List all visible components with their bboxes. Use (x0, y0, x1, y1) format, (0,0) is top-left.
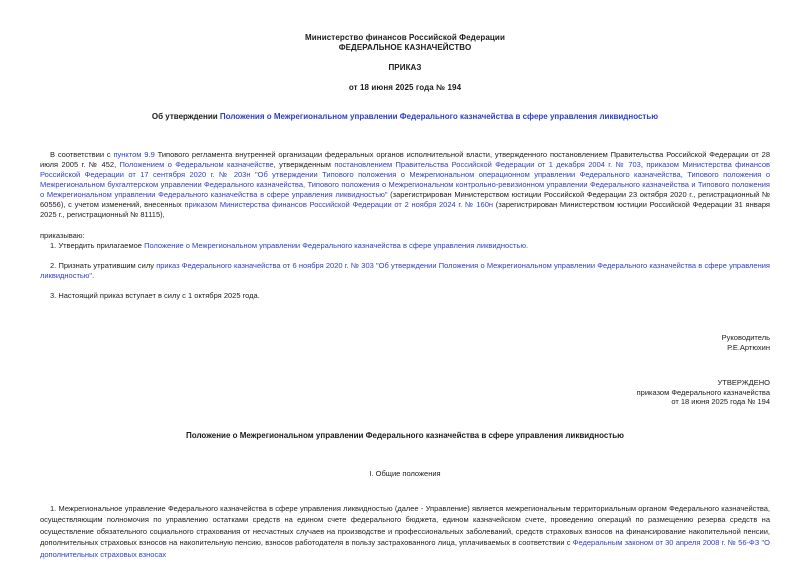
document-link[interactable]: Федеральным законом от 30 апреля 2008 г. № 56-ФЗ "О дополнительных страховых взносах (40, 538, 770, 559)
order-item-3 (40, 291, 770, 301)
signer-name: Р.Е.Артюхин (727, 343, 770, 352)
text-run: (зарегистрирован Министерством юстиции Российской Федерации 23 октября 2020 г., регистрационный № 60556), с учетом изменений, внесенных (40, 190, 770, 209)
document-type: ПРИКАЗ (388, 63, 422, 72)
order-word: приказываю: (40, 231, 85, 240)
document-link[interactable]: приказом Министерства финансов Российской Федерации от 17 сентября 2020 г. № 203н "Об утверждении Типового положения о Межрегиональном операционном управлении Федерального казначейства, Типового положения о Межрегиональном бухгалтерском управлении Федерального казначейства, Типового положения о Межрегиональном контрольно-ревизионном управлении Федерального казначейства и Типового положения о Межрегиональном управлении Федерального казначейства в сфере управления ликвидностью" (40, 160, 770, 199)
text-run: (зарегистрирован Министерством юстиции Российской Федерации 31 января 2025 г., регистрационный № 81115), (40, 200, 770, 219)
document-link[interactable]: пунктом 9.9 (113, 150, 155, 159)
approval-by: приказом Федерального казначейства (636, 387, 770, 397)
document-link[interactable]: Положением о Федеральном казначействе (119, 160, 274, 169)
document-link[interactable]: постановлением Правительства Российской Федерации от 1 декабря 2004 г. № 703 (334, 160, 641, 169)
text-run: 1. Утвердить прилагаемое (50, 241, 145, 250)
regulation-paragraph-1 (40, 503, 770, 561)
text-run: 3. Настоящий приказ вступает в силу с 1 октября 2025 года. (50, 291, 260, 300)
document-link[interactable]: Положение о Межрегиональном управлении Федерального казначейства в сфере управления ликвидностью. (144, 241, 529, 250)
order-item-1 (40, 241, 770, 251)
text-run: Типового регламента внутренней организации федеральных органов исполнительной власти, утвержденного постановлением Правительства Российской Федерации от 28 июля 2005 г. № 452, (40, 150, 770, 169)
preamble-paragraph (40, 150, 770, 220)
document-link[interactable]: приказом Министерства финансов Российской Федерации от 2 ноября 2024 г. № 160н (184, 200, 494, 209)
document-date-number: от 18 июня 2025 года № 194 (348, 82, 462, 92)
text-run: , утвержденным (273, 160, 335, 169)
text-run: 2. Признать утратившим силу (50, 261, 157, 270)
text-run: 1. Межрегиональное управление Федерального казначейства в сфере управления ликвидностью (далее - Управление) является межрегиональным территориальным органом Федерального казначейства, осуществляющим полномочия по управлению остатками средств на едином счете федерального бюджета, едином казначейском счете, проведению операций по размещению резерва средств на осуществление обязательного социального страхования от несчастных случаев на производстве и профессиональных заболеваний, средств страховых взносов на финансирование накопительной пенсии, дополнительных страховых взносов на накопительную пенсию, взносов работодателя в пользу застрахованного лица, уплачиваемых в соответствии с (40, 503, 770, 547)
text-run: Об утверждении (151, 112, 220, 121)
approval-block (40, 378, 770, 407)
approval-stamp: УТВЕРЖДЕНО (717, 378, 770, 387)
document-link[interactable]: Положения о Межрегиональном управлении Федерального казначейства в сфере управления ликвидностью (219, 112, 659, 121)
document-title (40, 112, 770, 122)
approval-date: от 18 июня 2025 года № 194 (671, 397, 770, 406)
regulation-title: Положение о Межрегиональном управлении Федерального казначейства в сфере управления ликвидностью (186, 430, 624, 440)
text-run: , (640, 160, 647, 169)
regulation-section-heading: I. Общие положения (369, 468, 441, 478)
ministry-name: Министерство финансов Российской Федерации (305, 33, 505, 42)
text-run: В соответствии с (50, 150, 114, 159)
signer-position: Руководитель (721, 333, 770, 342)
signature-block (40, 333, 770, 353)
order-item-2 (40, 261, 770, 281)
document-link[interactable]: приказ Федерального казначейства от 6 ноября 2020 г. № 303 "Об утверждении Положения о Межрегиональном управлении Федерального казначейства в сфере управления ликвидностью". (40, 261, 770, 280)
agency-name: ФЕДЕРАЛЬНОЕ КАЗНАЧЕЙСТВО (338, 42, 472, 52)
